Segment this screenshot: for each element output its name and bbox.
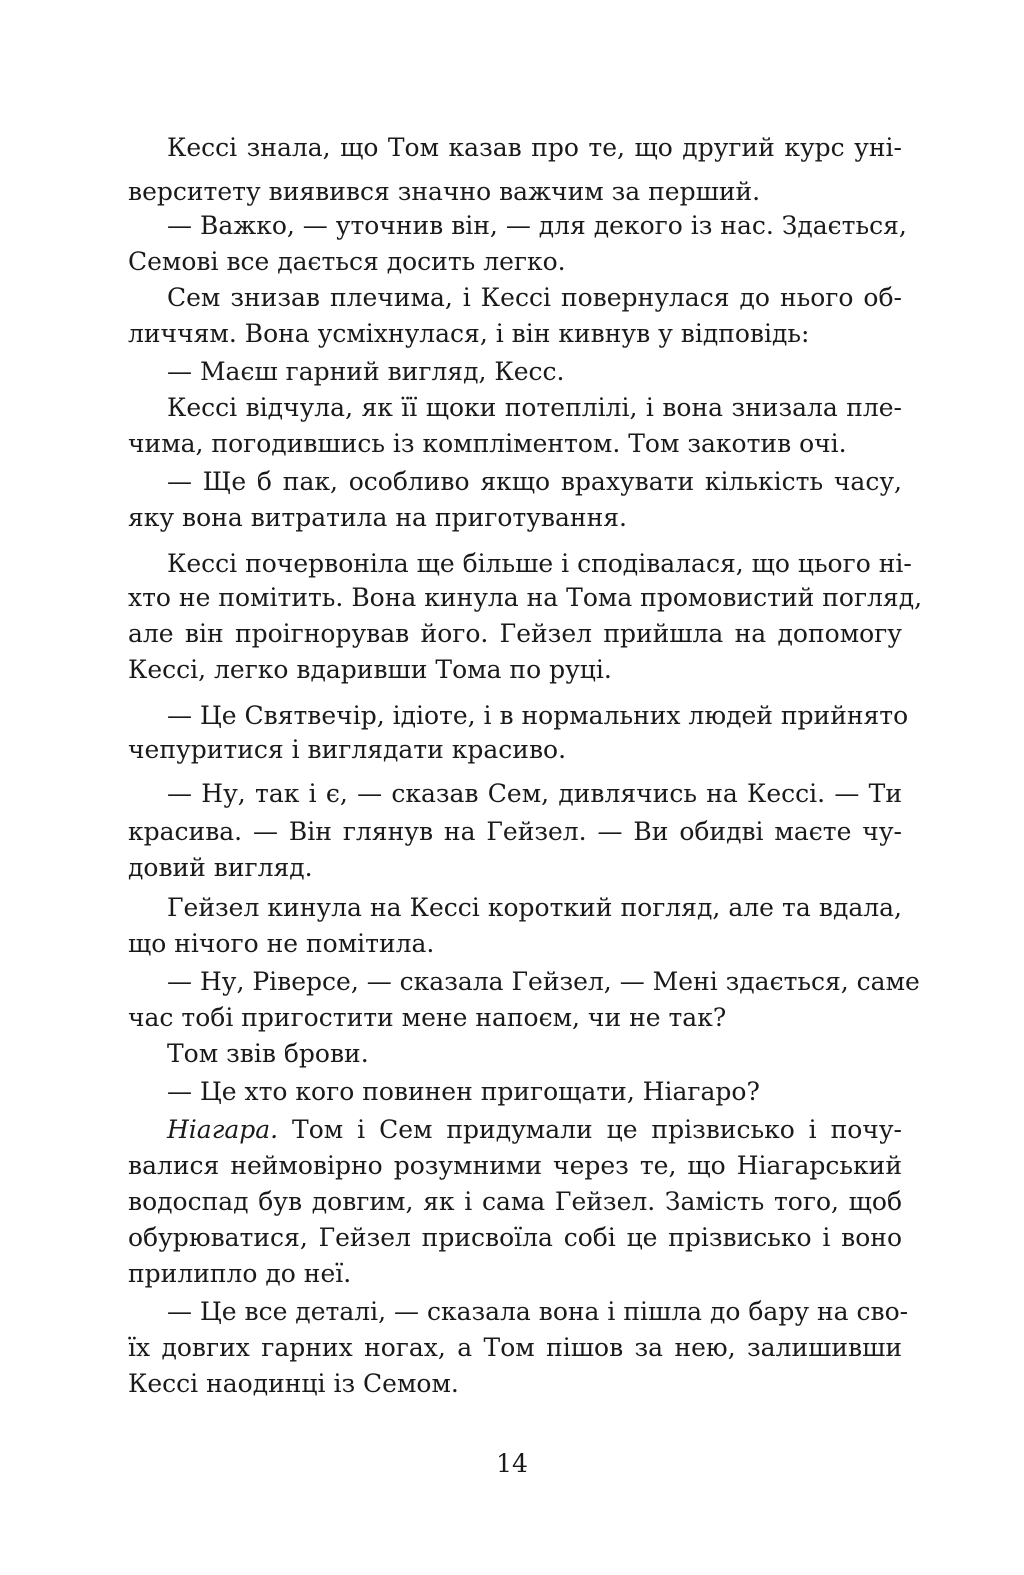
text-line: валися неймовірно розумними через те, що Ніагарський bbox=[128, 1151, 902, 1180]
text-line: — Маєш гарний вигляд, Кесс. bbox=[167, 357, 565, 386]
text-line: Кессі почервоніла ще більше і сподівалася, що цього ні- bbox=[167, 549, 912, 578]
italic-word: Ніагара. bbox=[167, 1115, 279, 1144]
text-line: личчям. Вона усміхнулася, і він кивнув у відповідь: bbox=[128, 319, 810, 348]
text-line: Кессі наодинці із Семом. bbox=[128, 1369, 459, 1398]
text-line: — Це хто кого повинен пригощати, Ніагаро? bbox=[167, 1077, 760, 1106]
text-line: Гейзел кинула на Кессі короткий погляд, але та вдала, bbox=[167, 893, 902, 922]
text-line: Кессі відчула, як її щоки потеплілі, і вона знизала пле- bbox=[167, 393, 902, 422]
text-line: — Це Святвечір, ідіоте, і в нормальних людей прийнято bbox=[167, 701, 909, 730]
text-line: — Ну, Ріверсе, — сказала Гейзел, — Мені здається, саме bbox=[167, 967, 920, 996]
line-rest: Том і Сем придумали це прізвисько і почу- bbox=[278, 1115, 902, 1144]
text-line: яку вона витратила на приготування. bbox=[128, 503, 627, 532]
text-line: чепуритися і виглядати красиво. bbox=[128, 735, 567, 764]
text-line: але він проігнорував його. Гейзел прийшла на допомогу bbox=[128, 619, 902, 648]
text-line: водоспад був довгим, як і сама Гейзел. Замість того, щоб bbox=[128, 1187, 902, 1216]
text-line: Кессі, легко вдаривши Тома по руці. bbox=[128, 655, 612, 684]
text-line bbox=[167, 1113, 902, 1147]
text-line: довий вигляд. bbox=[128, 853, 313, 882]
text-line: час тобі пригостити мене напоєм, чи не так? bbox=[128, 1003, 727, 1032]
text-line: — Ну, так і є, — сказав Сем, дивлячись на Кессі. — Ти bbox=[167, 779, 902, 808]
text-line: Сем знизав плечима, і Кессі повернулася до нього об- bbox=[167, 283, 902, 312]
text-line: хто не помітить. Вона кинула на Тома промовистий погляд, bbox=[128, 583, 923, 612]
text-line: їх довгих гарних ногах, а Том пішов за нею, залишивши bbox=[128, 1333, 902, 1362]
text-line: — Важко, — уточнив він, — для декого із нас. Здається, bbox=[167, 211, 907, 240]
text-line: чима, погодившись із компліментом. Том закотив очі. bbox=[128, 429, 847, 458]
text-line: Семові все дається досить легко. bbox=[128, 247, 566, 276]
text-line: — Це все деталі, — сказала вона і пішла до бару на сво- bbox=[167, 1297, 909, 1326]
text-line: красива. — Він глянув на Гейзел. — Ви обидві маєте чу- bbox=[128, 817, 902, 846]
text-line: прилипло до неї. bbox=[128, 1259, 352, 1288]
text-line: обурюватися, Гейзел присвоїла собі це прізвисько і воно bbox=[128, 1223, 902, 1252]
text-line: верситету виявився значно важчим за перший. bbox=[128, 177, 761, 206]
page-number: 14 bbox=[496, 1449, 528, 1478]
text-line: — Ще б пак, особливо якщо врахувати кількість часу, bbox=[167, 467, 902, 496]
text-line: Кессі знала, що Том казав про те, що другий курс уні- bbox=[167, 133, 902, 162]
text-line: що нічого не помітила. bbox=[128, 929, 435, 958]
text-line: Том звів брови. bbox=[167, 1039, 369, 1068]
